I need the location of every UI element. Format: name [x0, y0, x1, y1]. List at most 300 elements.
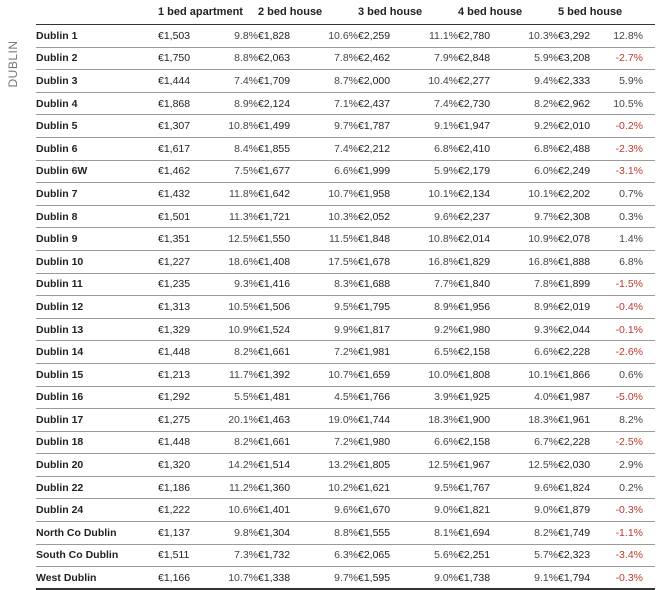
annual-change: 17.5% — [310, 250, 358, 273]
rent-value: €1,738 — [458, 567, 510, 590]
area-name: Dublin 6 — [36, 137, 158, 160]
area-name: Dublin 3 — [36, 70, 158, 93]
rent-value: €1,848 — [358, 228, 410, 251]
rent-value: €1,879 — [558, 499, 610, 522]
rent-value: €1,750 — [158, 47, 210, 70]
annual-change: 5.9% — [510, 47, 558, 70]
area-name: Dublin 14 — [36, 341, 158, 364]
rent-value: €1,275 — [158, 409, 210, 432]
annual-change: -0.2% — [610, 115, 655, 138]
annual-change: 9.1% — [410, 115, 458, 138]
rent-value: €1,227 — [158, 250, 210, 273]
rent-value: €1,828 — [258, 25, 310, 48]
table-row — [36, 160, 655, 183]
rent-value: €1,817 — [358, 318, 410, 341]
rent-value: €1,524 — [258, 318, 310, 341]
annual-change: 10.6% — [310, 25, 358, 48]
rent-value: €1,499 — [258, 115, 310, 138]
annual-change: 6.6% — [310, 160, 358, 183]
annual-change: 11.7% — [210, 363, 258, 386]
annual-change: 10.8% — [410, 228, 458, 251]
rent-value: €2,308 — [558, 205, 610, 228]
annual-change: 10.2% — [310, 476, 358, 499]
annual-change: 7.8% — [310, 47, 358, 70]
annual-change: 4.0% — [510, 386, 558, 409]
table-row — [36, 431, 655, 454]
table-row — [36, 183, 655, 206]
rent-value: €1,313 — [158, 296, 210, 319]
annual-change: 10.5% — [610, 92, 655, 115]
annual-change: 6.6% — [410, 431, 458, 454]
rent-value: €1,661 — [258, 341, 310, 364]
area-name: Dublin 24 — [36, 499, 158, 522]
rent-value: €2,044 — [558, 318, 610, 341]
rent-value: €1,961 — [558, 409, 610, 432]
annual-change: 5.9% — [410, 160, 458, 183]
rent-value: €1,980 — [358, 431, 410, 454]
annual-change: 8.3% — [310, 273, 358, 296]
annual-change: 1.4% — [610, 228, 655, 251]
annual-change: 18.6% — [210, 250, 258, 273]
annual-change: 14.2% — [210, 454, 258, 477]
annual-change: 5.7% — [510, 544, 558, 567]
annual-change: 5.6% — [410, 544, 458, 567]
rent-value: €1,956 — [458, 296, 510, 319]
rent-value: €1,749 — [558, 522, 610, 545]
annual-change: 10.1% — [510, 183, 558, 206]
annual-change: 10.1% — [510, 363, 558, 386]
rent-value: €1,642 — [258, 183, 310, 206]
annual-change: 12.5% — [510, 454, 558, 477]
table-row — [36, 228, 655, 251]
rent-value: €1,506 — [258, 296, 310, 319]
rent-value: €3,208 — [558, 47, 610, 70]
rent-value: €1,621 — [358, 476, 410, 499]
rent-value: €1,514 — [258, 454, 310, 477]
annual-change: 8.2% — [210, 431, 258, 454]
annual-change: 16.8% — [410, 250, 458, 273]
header-2-bed-house: 2 bed house — [258, 6, 323, 18]
annual-change: -3.1% — [610, 160, 655, 183]
rent-value: €1,980 — [458, 318, 510, 341]
area-name: Dublin 7 — [36, 183, 158, 206]
annual-change: 7.7% — [410, 273, 458, 296]
rent-value: €1,338 — [258, 567, 310, 590]
rent-table — [36, 0, 655, 590]
rent-value: €2,202 — [558, 183, 610, 206]
rent-value: €1,550 — [258, 228, 310, 251]
table-row — [36, 476, 655, 499]
area-name: Dublin 22 — [36, 476, 158, 499]
rent-value: €1,925 — [458, 386, 510, 409]
rent-value: €2,030 — [558, 454, 610, 477]
rent-value: €2,462 — [358, 47, 410, 70]
annual-change: 9.5% — [310, 296, 358, 319]
rent-value: €1,661 — [258, 431, 310, 454]
area-name: Dublin 16 — [36, 386, 158, 409]
annual-change: 11.2% — [210, 476, 258, 499]
header-3-bed-house: 3 bed house — [358, 6, 423, 18]
rent-value: €1,186 — [158, 476, 210, 499]
rent-value: €1,732 — [258, 544, 310, 567]
rent-value: €2,323 — [558, 544, 610, 567]
area-name: Dublin 10 — [36, 250, 158, 273]
rent-value: €1,947 — [458, 115, 510, 138]
rent-value: €2,437 — [358, 92, 410, 115]
annual-change: 8.2% — [610, 409, 655, 432]
rent-value: €2,212 — [358, 137, 410, 160]
annual-change: 8.9% — [210, 92, 258, 115]
rent-value: €1,808 — [458, 363, 510, 386]
annual-change: 6.6% — [510, 341, 558, 364]
table-row — [36, 47, 655, 70]
area-name: Dublin 17 — [36, 409, 158, 432]
annual-change: 10.7% — [310, 363, 358, 386]
annual-change: -5.0% — [610, 386, 655, 409]
annual-change: 18.3% — [410, 409, 458, 432]
rent-value: €1,463 — [258, 409, 310, 432]
annual-change: 7.4% — [210, 70, 258, 93]
table-row — [36, 522, 655, 545]
rent-value: €1,840 — [458, 273, 510, 296]
rent-value: €2,333 — [558, 70, 610, 93]
rent-value: €1,304 — [258, 522, 310, 545]
rent-value: €1,987 — [558, 386, 610, 409]
rent-value: €2,962 — [558, 92, 610, 115]
annual-change: 7.2% — [310, 341, 358, 364]
annual-change: 10.4% — [410, 70, 458, 93]
annual-change: -0.1% — [610, 318, 655, 341]
annual-change: 10.3% — [310, 205, 358, 228]
annual-change: 12.5% — [210, 228, 258, 251]
rent-value: €1,320 — [158, 454, 210, 477]
area-name: Dublin 5 — [36, 115, 158, 138]
rent-value: €1,678 — [358, 250, 410, 273]
area-name: Dublin 6W — [36, 160, 158, 183]
annual-change: 8.2% — [510, 92, 558, 115]
rent-value: €1,767 — [458, 476, 510, 499]
annual-change: 10.6% — [210, 499, 258, 522]
annual-change: 11.8% — [210, 183, 258, 206]
annual-change: 10.9% — [510, 228, 558, 251]
rent-value: €2,410 — [458, 137, 510, 160]
rent-value: €1,794 — [558, 567, 610, 590]
annual-change: 10.5% — [210, 296, 258, 319]
rent-value: €1,555 — [358, 522, 410, 545]
annual-change: 9.7% — [310, 567, 358, 590]
rent-value: €1,222 — [158, 499, 210, 522]
table-row — [36, 137, 655, 160]
rent-value: €1,899 — [558, 273, 610, 296]
annual-change: 6.5% — [410, 341, 458, 364]
area-name: South Co Dublin — [36, 544, 158, 567]
area-name: Dublin 11 — [36, 273, 158, 296]
annual-change: 0.2% — [610, 476, 655, 499]
rent-value: €2,780 — [458, 25, 510, 48]
table-row — [36, 92, 655, 115]
rent-value: €2,251 — [458, 544, 510, 567]
rent-value: €1,766 — [358, 386, 410, 409]
rent-value: €1,659 — [358, 363, 410, 386]
rent-value: €1,401 — [258, 499, 310, 522]
annual-change: 9.7% — [310, 115, 358, 138]
annual-change: 5.9% — [610, 70, 655, 93]
rent-value: €1,448 — [158, 431, 210, 454]
annual-change: -2.3% — [610, 137, 655, 160]
rent-value: €1,137 — [158, 522, 210, 545]
rent-value: €2,730 — [458, 92, 510, 115]
table-row — [36, 386, 655, 409]
annual-change: 8.7% — [310, 70, 358, 93]
rent-value: €1,307 — [158, 115, 210, 138]
annual-change: -2.7% — [610, 47, 655, 70]
rent-value: €1,503 — [158, 25, 210, 48]
rent-value: €1,709 — [258, 70, 310, 93]
annual-change: 9.8% — [210, 25, 258, 48]
annual-change: 6.8% — [510, 137, 558, 160]
rent-value: €1,351 — [158, 228, 210, 251]
annual-change: -1.1% — [610, 522, 655, 545]
annual-change: 19.0% — [310, 409, 358, 432]
table-row — [36, 250, 655, 273]
rent-value: €2,078 — [558, 228, 610, 251]
rent-value: €2,065 — [358, 544, 410, 567]
table-row — [36, 544, 655, 567]
table-row — [36, 454, 655, 477]
rent-value: €1,448 — [158, 341, 210, 364]
rent-value: €1,900 — [458, 409, 510, 432]
annual-change: 7.8% — [510, 273, 558, 296]
annual-change: 9.4% — [510, 70, 558, 93]
rent-value: €2,228 — [558, 341, 610, 364]
rent-value: €1,166 — [158, 567, 210, 590]
annual-change: -0.4% — [610, 296, 655, 319]
annual-change: 11.3% — [210, 205, 258, 228]
rent-value: €1,958 — [358, 183, 410, 206]
annual-change: 8.2% — [210, 341, 258, 364]
rent-value: €1,617 — [158, 137, 210, 160]
annual-change: 10.3% — [510, 25, 558, 48]
annual-change: 11.1% — [410, 25, 458, 48]
rent-value: €1,866 — [558, 363, 610, 386]
rent-value: €2,179 — [458, 160, 510, 183]
rent-value: €3,292 — [558, 25, 610, 48]
annual-change: 9.1% — [510, 567, 558, 590]
annual-change: 9.9% — [310, 318, 358, 341]
annual-change: 7.1% — [310, 92, 358, 115]
annual-change: 9.3% — [510, 318, 558, 341]
rent-value: €1,868 — [158, 92, 210, 115]
annual-change: 10.1% — [410, 183, 458, 206]
rent-value: €1,981 — [358, 341, 410, 364]
area-name: Dublin 12 — [36, 296, 158, 319]
rent-value: €1,721 — [258, 205, 310, 228]
table-row — [36, 409, 655, 432]
annual-change: 9.2% — [410, 318, 458, 341]
rent-value: €1,392 — [258, 363, 310, 386]
annual-change: 9.0% — [410, 567, 458, 590]
header-1-bed-apartment: 1 bed apartment — [158, 6, 243, 18]
annual-change: 7.9% — [410, 47, 458, 70]
annual-change: 6.3% — [310, 544, 358, 567]
rent-value: €1,821 — [458, 499, 510, 522]
rent-value: €1,824 — [558, 476, 610, 499]
table-row — [36, 115, 655, 138]
annual-change: 6.8% — [410, 137, 458, 160]
annual-change: 8.4% — [210, 137, 258, 160]
annual-change: 13.2% — [310, 454, 358, 477]
annual-change: 8.1% — [410, 522, 458, 545]
rent-value: €2,000 — [358, 70, 410, 93]
rent-value: €1,408 — [258, 250, 310, 273]
table-row — [36, 499, 655, 522]
annual-change: 8.8% — [210, 47, 258, 70]
annual-change: 6.0% — [510, 160, 558, 183]
table-row — [36, 318, 655, 341]
rent-value: €1,688 — [358, 273, 410, 296]
annual-change: 9.2% — [510, 115, 558, 138]
rent-value: €1,888 — [558, 250, 610, 273]
annual-change: 0.7% — [610, 183, 655, 206]
annual-change: 9.6% — [410, 205, 458, 228]
rent-value: €1,481 — [258, 386, 310, 409]
rent-value: €1,360 — [258, 476, 310, 499]
rent-value: €1,213 — [158, 363, 210, 386]
annual-change: 7.5% — [210, 160, 258, 183]
annual-change: 9.6% — [510, 476, 558, 499]
annual-change: 8.8% — [310, 522, 358, 545]
rent-value: €1,292 — [158, 386, 210, 409]
rent-value: €1,416 — [258, 273, 310, 296]
area-name: Dublin 8 — [36, 205, 158, 228]
rent-value: €2,019 — [558, 296, 610, 319]
rent-value: €2,249 — [558, 160, 610, 183]
annual-change: 2.9% — [610, 454, 655, 477]
rent-value: €1,967 — [458, 454, 510, 477]
rent-value: €1,787 — [358, 115, 410, 138]
area-name: Dublin 15 — [36, 363, 158, 386]
rent-value: €1,694 — [458, 522, 510, 545]
table-body — [36, 25, 655, 590]
table-row — [36, 363, 655, 386]
annual-change: 7.3% — [210, 544, 258, 567]
rent-value: €2,063 — [258, 47, 310, 70]
rent-value: €2,488 — [558, 137, 610, 160]
area-name: Dublin 4 — [36, 92, 158, 115]
table-row — [36, 567, 655, 590]
table-row — [36, 70, 655, 93]
rent-value: €1,855 — [258, 137, 310, 160]
header-4-bed-house: 4 bed house — [458, 6, 523, 18]
rent-value: €1,999 — [358, 160, 410, 183]
annual-change: 6.7% — [510, 431, 558, 454]
rent-value: €1,677 — [258, 160, 310, 183]
annual-change: -2.5% — [610, 431, 655, 454]
rent-value: €1,432 — [158, 183, 210, 206]
rent-value: €2,134 — [458, 183, 510, 206]
annual-change: 4.5% — [310, 386, 358, 409]
table-header — [36, 0, 655, 25]
header-5-bed-house: 5 bed house — [558, 6, 623, 18]
annual-change: 9.3% — [210, 273, 258, 296]
area-name: Dublin 20 — [36, 454, 158, 477]
annual-change: 9.8% — [210, 522, 258, 545]
area-name: Dublin 18 — [36, 431, 158, 454]
annual-change: 10.9% — [210, 318, 258, 341]
annual-change: 8.2% — [510, 522, 558, 545]
table-row — [36, 341, 655, 364]
annual-change: -0.3% — [610, 567, 655, 590]
rent-value: €1,501 — [158, 205, 210, 228]
annual-change: 9.0% — [410, 499, 458, 522]
rent-value: €2,277 — [458, 70, 510, 93]
table-row — [36, 25, 655, 48]
rent-value: €2,237 — [458, 205, 510, 228]
rent-value: €1,329 — [158, 318, 210, 341]
rent-value: €2,228 — [558, 431, 610, 454]
rent-value: €1,829 — [458, 250, 510, 273]
rent-value: €2,052 — [358, 205, 410, 228]
annual-change: 7.2% — [310, 431, 358, 454]
area-name: Dublin 13 — [36, 318, 158, 341]
area-name: North Co Dublin — [36, 522, 158, 545]
annual-change: 20.1% — [210, 409, 258, 432]
area-name: Dublin 9 — [36, 228, 158, 251]
table-row — [36, 273, 655, 296]
annual-change: -3.4% — [610, 544, 655, 567]
annual-change: -2.6% — [610, 341, 655, 364]
header-row — [36, 0, 655, 25]
annual-change: 0.6% — [610, 363, 655, 386]
header-area — [36, 0, 158, 25]
annual-change: 5.5% — [210, 386, 258, 409]
rent-value: €1,235 — [158, 273, 210, 296]
annual-change: 9.6% — [310, 499, 358, 522]
region-side-label — [0, 40, 26, 88]
rent-value: €2,014 — [458, 228, 510, 251]
annual-change: 6.8% — [610, 250, 655, 273]
annual-change: 12.8% — [610, 25, 655, 48]
annual-change: 9.7% — [510, 205, 558, 228]
rent-value: €2,848 — [458, 47, 510, 70]
table-row — [36, 205, 655, 228]
rent-value: €1,744 — [358, 409, 410, 432]
rent-value: €1,595 — [358, 567, 410, 590]
annual-change: 16.8% — [510, 250, 558, 273]
annual-change: 10.8% — [210, 115, 258, 138]
rent-value: €1,462 — [158, 160, 210, 183]
area-name: Dublin 1 — [36, 25, 158, 48]
table-row — [36, 296, 655, 319]
annual-change: 7.4% — [310, 137, 358, 160]
annual-change: 12.5% — [410, 454, 458, 477]
annual-change: -0.3% — [610, 499, 655, 522]
rent-value: €2,124 — [258, 92, 310, 115]
rent-value: €2,158 — [458, 341, 510, 364]
annual-change: 7.4% — [410, 92, 458, 115]
rent-value: €1,795 — [358, 296, 410, 319]
annual-change: 10.0% — [410, 363, 458, 386]
area-name: West Dublin — [36, 567, 158, 590]
rent-value: €2,259 — [358, 25, 410, 48]
rent-value: €1,805 — [358, 454, 410, 477]
rent-value: €2,158 — [458, 431, 510, 454]
annual-change: 8.9% — [410, 296, 458, 319]
annual-change: 9.5% — [410, 476, 458, 499]
annual-change: 18.3% — [510, 409, 558, 432]
rent-value: €1,511 — [158, 544, 210, 567]
annual-change: 10.7% — [310, 183, 358, 206]
